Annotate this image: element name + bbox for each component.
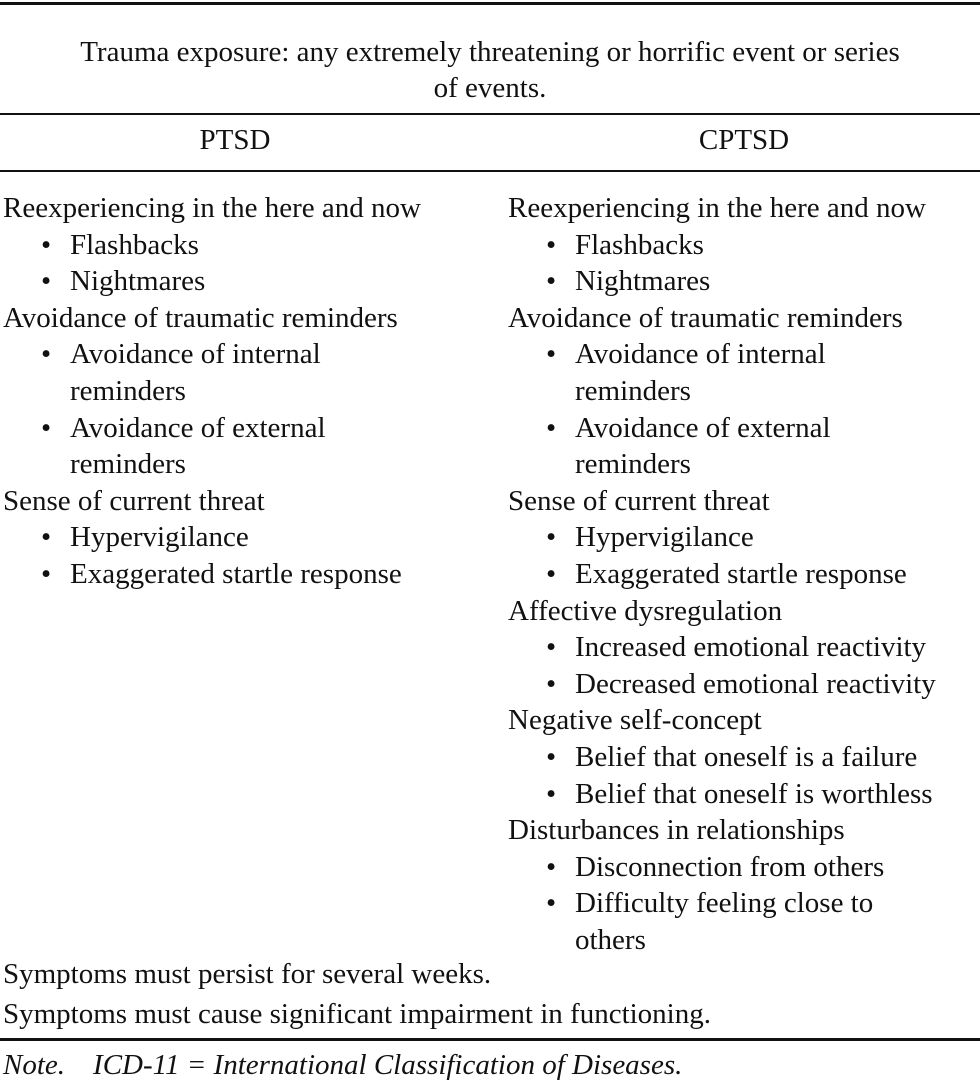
- symptom-category: Avoidance of traumatic reminders: [3, 301, 398, 334]
- symptom-item: [3, 556, 475, 593]
- column-header-rule: [0, 170, 980, 172]
- note-text: ICD-11 = International Classification of Diseases.: [93, 1049, 683, 1081]
- column-header-ptsd: PTSD: [199, 124, 271, 156]
- symptom-item-text: Belief that oneself is worthless: [575, 777, 933, 810]
- symptom-item: [508, 556, 980, 593]
- symptom-item-text: Nightmares: [70, 265, 206, 298]
- table-note: [3, 1047, 682, 1083]
- duration-requirement: Symptoms must persist for several weeks.: [3, 958, 492, 990]
- symptom-item: [508, 885, 980, 922]
- symptom-item: [3, 263, 475, 300]
- table-top-rule: [0, 2, 980, 5]
- bullet-icon: •: [546, 667, 557, 700]
- symptom-item-text: Flashbacks: [575, 228, 704, 261]
- bullet-icon: •: [546, 411, 557, 444]
- bullet-icon: •: [41, 228, 52, 261]
- header-divider-rule: [0, 113, 980, 115]
- symptom-item: [508, 776, 980, 813]
- symptom-category: Sense of current threat: [3, 484, 265, 517]
- symptom-item: [3, 336, 475, 373]
- symptom-item-text: Belief that oneself is a failure: [575, 740, 918, 773]
- note-label: Note.: [3, 1049, 66, 1081]
- trauma-exposure-caption: [0, 34, 980, 106]
- symptom-item: [508, 227, 980, 264]
- symptom-item: [508, 263, 980, 300]
- impairment-requirement: Symptoms must cause significant impairment in functioning.: [3, 998, 711, 1030]
- bullet-icon: •: [546, 777, 557, 810]
- symptom-item: [508, 849, 980, 886]
- symptom-category: Avoidance of traumatic reminders: [508, 301, 903, 334]
- cptsd-symptom-column: [508, 190, 980, 958]
- symptom-item: [3, 519, 475, 556]
- symptom-item-continuation: reminders: [575, 374, 691, 407]
- symptom-item-text: Decreased emotional reactivity: [575, 667, 936, 700]
- bullet-icon: •: [41, 521, 52, 554]
- bullet-icon: •: [546, 265, 557, 298]
- symptom-item: [508, 519, 980, 556]
- symptom-item-text: Hypervigilance: [70, 521, 249, 554]
- symptom-category: Reexperiencing in the here and now: [508, 192, 926, 224]
- symptom-item-continuation: others: [575, 923, 646, 956]
- bullet-icon: •: [546, 338, 557, 371]
- symptom-item-text: Exaggerated startle response: [575, 557, 907, 590]
- bullet-icon: •: [546, 887, 557, 920]
- symptom-category: Affective dysregulation: [508, 594, 783, 627]
- symptom-item: [3, 410, 475, 447]
- symptom-item-text: Exaggerated startle response: [70, 557, 402, 590]
- exposure-line-2: of events.: [433, 72, 547, 104]
- symptom-item-text: Avoidance of external: [70, 411, 326, 444]
- symptom-item: [508, 336, 980, 373]
- symptom-item-text: Increased emotional reactivity: [575, 631, 927, 664]
- bullet-icon: •: [546, 850, 557, 883]
- symptom-item-text: Avoidance of internal: [70, 338, 321, 371]
- symptom-category: Negative self-concept: [508, 704, 762, 737]
- symptom-item-continuation: reminders: [70, 374, 186, 407]
- bullet-icon: •: [546, 521, 557, 554]
- bullet-icon: •: [546, 740, 557, 773]
- symptom-item-text: Nightmares: [575, 265, 711, 298]
- bullet-icon: •: [41, 557, 52, 590]
- bullet-icon: •: [41, 265, 52, 298]
- table-bottom-rule: [0, 1038, 980, 1041]
- ptsd-symptom-column: [3, 190, 475, 593]
- symptom-item-continuation: reminders: [70, 448, 186, 481]
- bullet-icon: •: [546, 228, 557, 261]
- symptom-item: [508, 739, 980, 776]
- symptom-category: Sense of current threat: [508, 484, 770, 517]
- symptom-item-text: Difficulty feeling close to: [575, 887, 874, 920]
- symptom-item: [3, 227, 475, 264]
- symptom-item-text: Avoidance of internal: [575, 338, 826, 371]
- column-header-cptsd: CPTSD: [698, 124, 790, 156]
- symptom-category: Disturbances in relationships: [508, 814, 845, 847]
- bullet-icon: •: [41, 411, 52, 444]
- exposure-line-1: Trauma exposure: any extremely threatening or horrific event or series: [80, 36, 900, 68]
- bullet-icon: •: [546, 557, 557, 590]
- bullet-icon: •: [41, 338, 52, 371]
- symptom-category: Reexperiencing in the here and now: [3, 192, 421, 224]
- bullet-icon: •: [546, 631, 557, 664]
- symptom-item-text: Avoidance of external: [575, 411, 831, 444]
- symptom-item: [508, 410, 980, 447]
- symptom-item-text: Hypervigilance: [575, 521, 754, 554]
- symptom-item-text: Disconnection from others: [575, 850, 885, 883]
- symptom-item-continuation: reminders: [575, 448, 691, 481]
- symptom-item: [508, 666, 980, 703]
- symptom-item: [508, 629, 980, 666]
- symptom-item-text: Flashbacks: [70, 228, 199, 261]
